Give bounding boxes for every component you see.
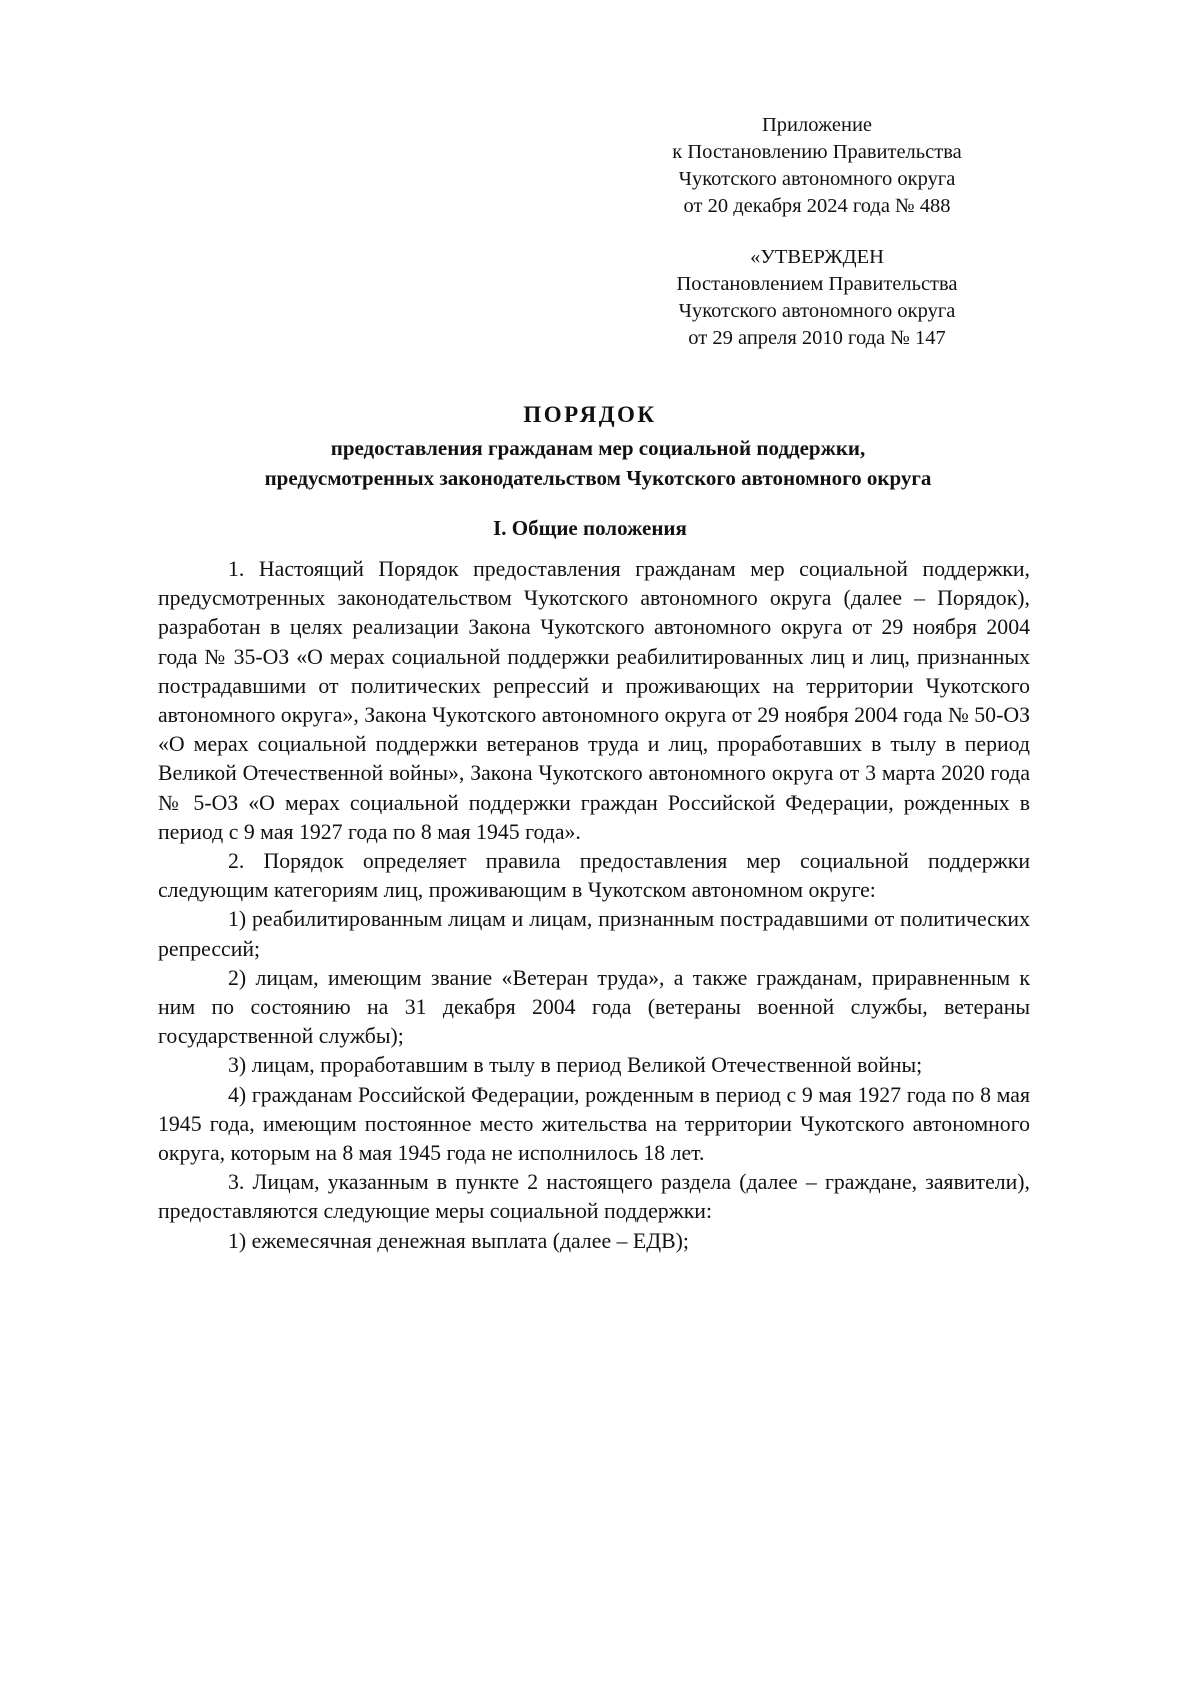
subtitle-line-2: предусмотренных законодательством Чукотского автономного округа — [264, 465, 932, 490]
document-title-text: ПОРЯДОК — [523, 402, 657, 427]
appendix-line-3: Чукотского автономного округа — [678, 168, 956, 190]
paragraph-2: 2. Порядок определяет правила предоставления мер социальной поддержки следующим категориям лиц, проживающим в Чукотском автономном округе: — [158, 849, 1030, 903]
approval-line-3: Чукотского автономного округа — [678, 300, 956, 322]
appendix-line-1: Приложение — [761, 114, 873, 136]
list-item-1: 1) реабилитированным лицам и лицам, признанным пострадавшими от политических репрессий; — [158, 907, 1030, 961]
measure-item-1: 1) ежемесячная денежная выплата (далее – ЕДВ); — [228, 1228, 689, 1253]
document-subtitle — [150, 434, 1046, 493]
subtitle-line-1: предоставления гражданам мер социальной поддержки, — [330, 436, 866, 460]
paragraph-1: 1. Настоящий Порядок предоставления гражданам мер социальной поддержки, предусмотренных законодательством Чукотского автономного округа (далее – Порядок), разработан в целях реализации Закона Чукотского автономного округа от 29 ноября 2004 года № 35-ОЗ «О мерах социальной поддержки реабилитированных лиц и лиц, признанных пострадавшими от политических репрессий и проживающих на территории Чукотского автономного округа», Закона Чукотского автономного округа от 29 ноября 2004 года № 50-ОЗ «О мерах социальной поддержки ветеранов труда и лиц, проработавших в тылу в период Великой Отечественной войны», Закона Чукотского автономного округа от 3 марта 2020 года № 5-ОЗ «О мерах социальной поддержки граждан Российской Федерации, рожденных в период с 9 мая 1927 года по 8 мая 1945 года». — [158, 557, 1030, 844]
approval-line-4: от 29 апреля 2010 года № 147 — [688, 327, 946, 349]
approval-block — [612, 244, 1022, 352]
appendix-line-4: от 20 декабря 2024 года № 488 — [683, 195, 951, 217]
approval-line-1: «УТВЕРЖДЕН — [750, 246, 884, 268]
approval-line-2: Постановлением Правительства — [676, 273, 958, 295]
appendix-block — [612, 112, 1022, 220]
section-heading: I. Общие положения — [493, 516, 687, 540]
paragraph-3: 3. Лицам, указанным в пункте 2 настоящего раздела (далее – граждане, заявители), предоставляются следующие меры социальной поддержки: — [158, 1170, 1030, 1224]
document-title — [140, 400, 1040, 430]
document-body — [158, 555, 1030, 1256]
appendix-line-2: к Постановлению Правительства — [672, 141, 962, 163]
list-item-3: 3) лицам, проработавшим в тылу в период Великой Отечественной войны; — [228, 1053, 923, 1078]
list-item-2: 2) лицам, имеющим звание «Ветеран труда», а также гражданам, приравненным к ним по состоянию на 31 декабря 2004 года (ветераны военной службы, ветераны государственной службы); — [158, 965, 1030, 1049]
list-item-4: 4) гражданам Российской Федерации, рожденным в период с 9 мая 1927 года по 8 мая 1945 года, имеющим постоянное место жительства на территории Чукотского автономного округа, которым на 8 мая 1945 года не исполнилось 18 лет. — [158, 1082, 1030, 1166]
